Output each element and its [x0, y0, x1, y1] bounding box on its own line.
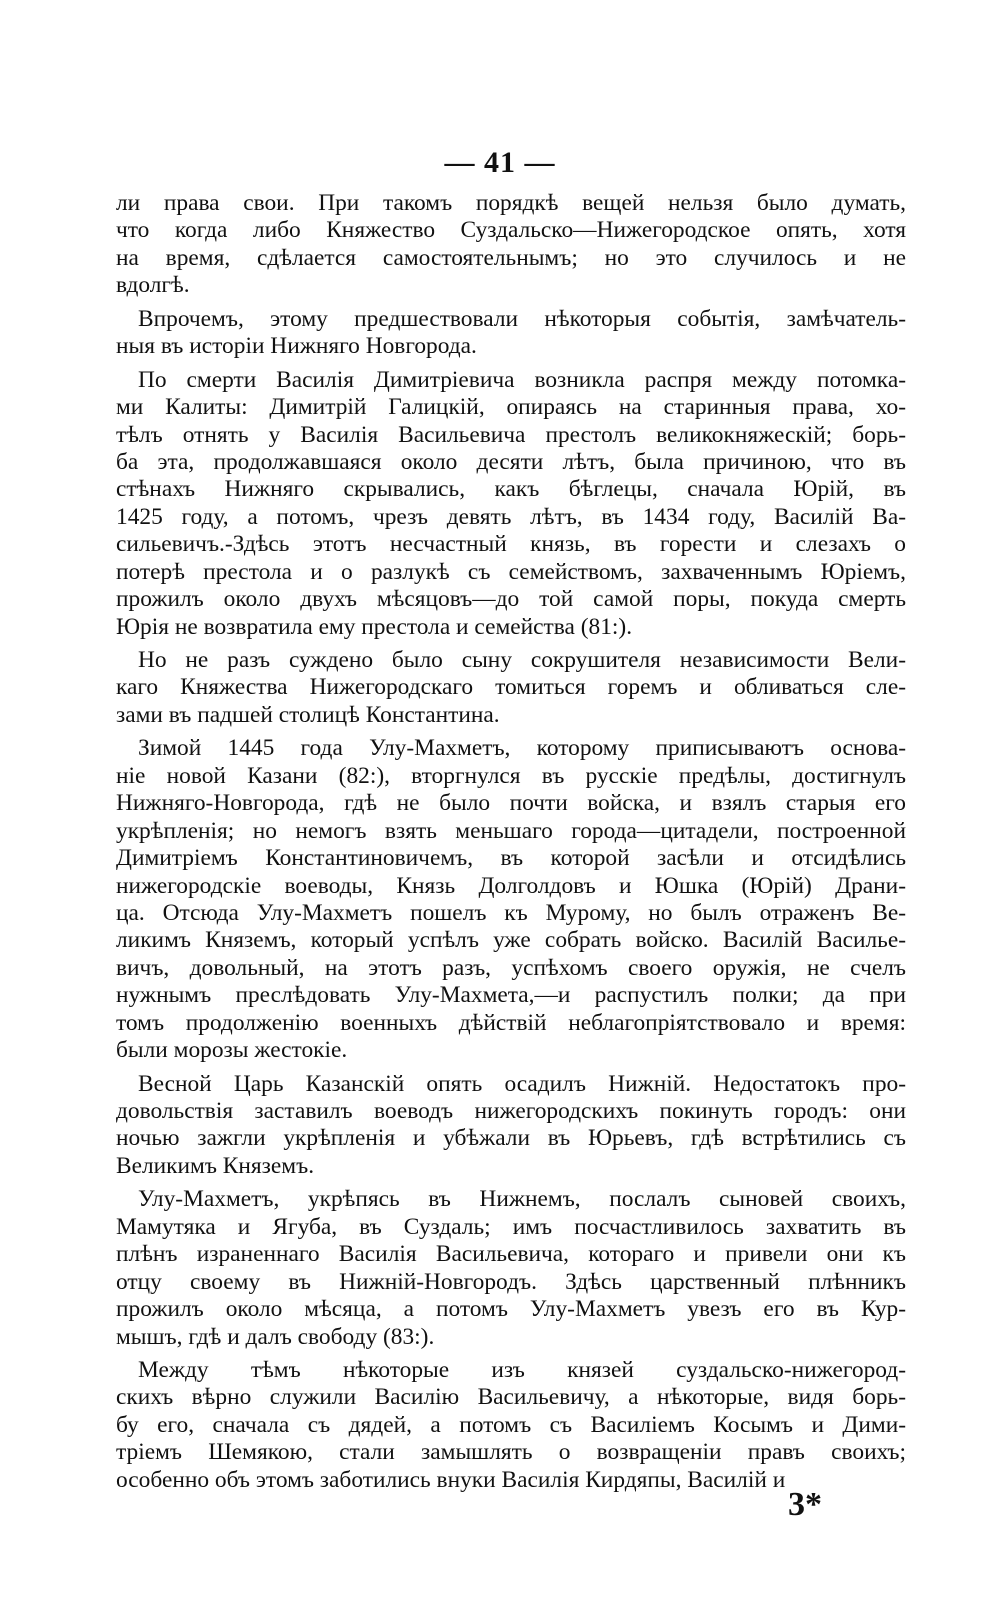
- text-line: тѣлъ отнять у Василія Васильевича престолъ великокняжескій; борь-: [116, 421, 906, 448]
- paragraph: [116, 1071, 906, 1181]
- paragraph: [116, 647, 906, 729]
- text-line: ми Калиты: Димитрій Галицкій, опираясь на старинныя права, хо-: [116, 394, 906, 421]
- text-line: ца. Отсюда Улу-Махметъ пошелъ къ Мурому, но былъ отраженъ Ве-: [116, 899, 906, 926]
- text-line: Впрочемъ, этому предшествовали нѣкоторыя событія, замѣчатель-: [138, 305, 906, 332]
- text-line: Юрія не возвратила ему престола и семейства (81:).: [116, 613, 633, 640]
- text-line: каго Княжества Нижегородскаго томиться горемъ и обливаться сле-: [116, 674, 906, 701]
- paragraph: [116, 735, 906, 1064]
- text-line: вдолгѣ.: [116, 272, 190, 299]
- text-line: на время, сдѣлается самостоятельнымъ; но это случилось и не: [116, 244, 906, 271]
- text-line: прожилъ около двухъ мѣсяцовъ—до той самой поры, покуда смерть: [116, 586, 906, 613]
- text-line: Но не разъ суждено было сыну сокрушителя независимости Вели-: [138, 647, 906, 673]
- text-line: ныя въ исторіи Нижняго Новгорода.: [116, 333, 477, 360]
- page-number: — 41 —: [444, 146, 556, 179]
- text-line: плѣнъ израненнаго Василія Васильевича, котораго и привели они къ: [116, 1241, 906, 1268]
- text-line: стѣнахъ Нижняго скрывались, какъ бѣглецы, сначала Юрій, въ: [116, 476, 906, 503]
- text-line: Весной Царь Казанскій опять осадилъ Нижній. Недостатокъ про-: [138, 1070, 906, 1097]
- paragraph: [116, 1357, 906, 1494]
- signature-mark: 3*: [788, 1486, 822, 1523]
- text-line: ночью зажгли укрѣпленія и убѣжали въ Юрьевъ, гдѣ встрѣтились съ: [116, 1125, 906, 1152]
- text-line: зами въ падшей столицѣ Константина.: [116, 701, 500, 728]
- text-line: мышъ, гдѣ и далъ свободу (83:).: [116, 1323, 435, 1350]
- text-line: бу его, сначала съ дядей, а потомъ съ Василіемъ Косымъ и Дими-: [116, 1411, 906, 1438]
- text-line: что когда либо Княжество Суздальско—Нижегородское опять, хотя: [116, 217, 906, 244]
- text-line: ли права свои. При такомъ порядкѣ вещей нельзя было думать,: [116, 190, 906, 216]
- text-line: отцу своему въ Нижній-Новгородъ. Здѣсь царственный плѣнникъ: [116, 1268, 906, 1295]
- text-line: нижегородскіе воеводы, Князь Долголдовъ и Юшка (Юрій) Драни-: [116, 872, 906, 899]
- text-line: вичъ, довольный, на этотъ разъ, успѣхомъ своего оружія, не счелъ: [116, 954, 906, 981]
- text-line: ликимъ Княземъ, который успѣлъ уже собрать войско. Василій Василье-: [116, 927, 906, 954]
- paragraph: [116, 1186, 906, 1351]
- paragraph: [116, 306, 906, 361]
- text-line: тріемъ Шемякою, стали замышлять о возвращеніи правъ своихъ;: [116, 1439, 906, 1466]
- body-text: [116, 190, 906, 1494]
- text-line: томъ продолженію военныхъ дѣйствій неблагопріятствовало и время:: [116, 1009, 906, 1036]
- text-line: Между тѣмъ нѣкоторые изъ князей суздальско-нижегород-: [138, 1356, 906, 1383]
- text-line: прожилъ около мѣсяца, а потомъ Улу-Махметъ увезъ его въ Кур-: [116, 1296, 906, 1323]
- text-line: Нижняго-Новгорода, гдѣ не было почти войска, и взялъ старыя его: [116, 790, 906, 817]
- text-line: 1425 году, а потомъ, чрезъ девять лѣтъ, въ 1434 году, Василій Ва-: [116, 503, 906, 530]
- text-line: укрѣпленія; но немогъ взять меньшаго города—цитадели, построенной: [116, 817, 906, 844]
- text-line: довольствія заставилъ воеводъ нижегородскихъ покинуть городъ: они: [116, 1098, 906, 1124]
- text-line: Великимъ Княземъ.: [116, 1152, 315, 1179]
- text-line: потерѣ престола и о разлукѣ съ семействомъ, захваченнымъ Юріемъ,: [116, 558, 906, 585]
- text-line: Улу-Махметъ, укрѣпясь въ Нижнемъ, послалъ сыновей своихъ,: [138, 1186, 906, 1213]
- text-line: ніе новой Казани (82:), вторгнулся въ русскіе предѣлы, достигнулъ: [116, 762, 906, 789]
- text-line: были морозы жестокіе.: [116, 1037, 348, 1064]
- text-line: Мамутяка и Ягуба, въ Суздаль; имъ посчастливилось захватить въ: [116, 1213, 906, 1240]
- text-line: нужнымъ преслѣдовать Улу-Махмета,—и распустилъ полки; да при: [116, 982, 906, 1009]
- text-line: ба эта, продолжавшаяся около десяти лѣтъ, была причиною, что въ: [116, 448, 906, 475]
- text-line: сильевичъ.-Здѣсь этотъ несчастный князь, въ горести и слезахъ о: [116, 531, 906, 558]
- text-line: По смерти Василія Димитріевича возникла распря между потомка-: [138, 366, 906, 393]
- paragraph: [116, 367, 906, 641]
- text-line: скихъ вѣрно служили Василію Васильевичу, а нѣкоторые, видя борь-: [116, 1384, 906, 1411]
- text-line: особенно объ этомъ заботились внуки Василія Кирдяпы, Василій и: [116, 1466, 786, 1493]
- text-line: Зимой 1445 года Улу-Махметъ, которому приписываютъ основа-: [138, 735, 906, 762]
- text-line: Димитріемъ Константиновичемъ, въ которой засѣли и отсидѣлись: [116, 845, 906, 872]
- paragraph: [116, 190, 906, 300]
